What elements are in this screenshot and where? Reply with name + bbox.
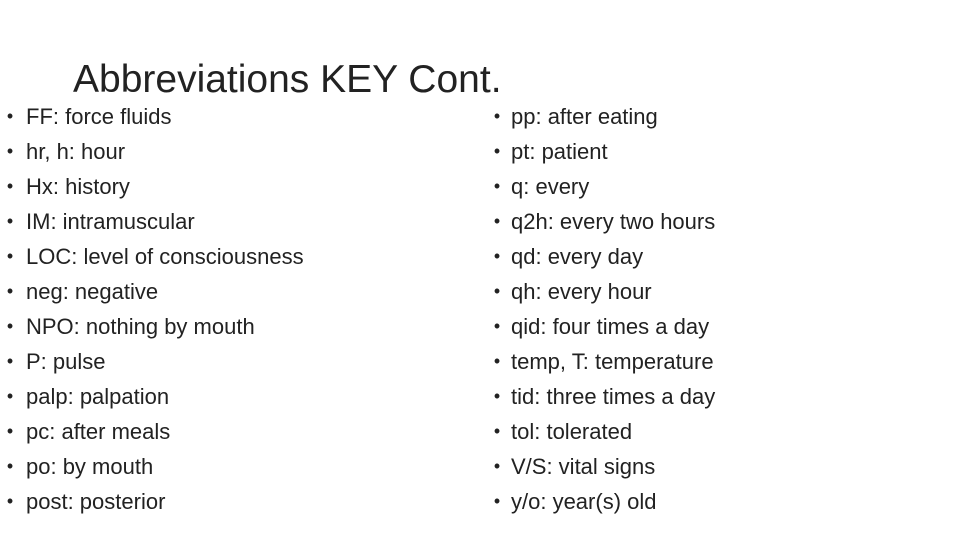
list-item-text: y/o: year(s) old xyxy=(511,489,657,514)
list-item-text: temp, T: temperature xyxy=(511,349,714,374)
slide-title: Abbreviations KEY Cont. xyxy=(73,58,502,101)
list-item-text: hr, h: hour xyxy=(26,139,126,164)
bullet-icon: • xyxy=(6,141,14,161)
list-item-text: NPO: nothing by mouth xyxy=(26,314,255,339)
list-item-text: P: pulse xyxy=(26,349,106,374)
list-item-text: pp: after eating xyxy=(511,104,658,129)
bullet-icon: • xyxy=(6,386,14,406)
list-item-text: FF: force fluids xyxy=(26,104,172,129)
list-item-text: LOC: level of consciousness xyxy=(26,244,304,269)
bullet-icon: • xyxy=(493,106,501,126)
bullet-icon: • xyxy=(6,246,14,266)
list-item-text: IM: intramuscular xyxy=(26,209,195,234)
list-item-text: Hx: history xyxy=(26,174,130,199)
bullet-icon: • xyxy=(6,351,14,371)
list-item-text: V/S: vital signs xyxy=(511,454,656,479)
bullet-icon: • xyxy=(493,421,501,441)
list-item-text: neg: negative xyxy=(26,279,159,304)
list-item-text: palp: palpation xyxy=(26,384,170,409)
list-item-text: qid: four times a day xyxy=(511,314,710,339)
list-item-text: tid: three times a day xyxy=(511,384,716,409)
bullet-icon: • xyxy=(493,456,501,476)
bullet-icon: • xyxy=(493,211,501,231)
bullet-icon: • xyxy=(493,386,501,406)
bullet-icon: • xyxy=(6,456,14,476)
bullet-icon: • xyxy=(493,281,501,301)
bullet-icon: • xyxy=(6,491,14,511)
list-item-text: qh: every hour xyxy=(511,279,652,304)
bullet-icon: • xyxy=(493,316,501,336)
list-item-text: qd: every day xyxy=(511,244,644,269)
bullet-icon: • xyxy=(6,421,14,441)
bullet-icon: • xyxy=(6,106,14,126)
bullet-icon: • xyxy=(6,281,14,301)
bullet-icon: • xyxy=(493,141,501,161)
bullet-icon: • xyxy=(6,316,14,336)
bullet-icon: • xyxy=(6,211,14,231)
list-item-text: tol: tolerated xyxy=(511,419,633,444)
list-item-text: pc: after meals xyxy=(26,419,171,444)
bullet-icon: • xyxy=(493,176,501,196)
list-item-text: po: by mouth xyxy=(26,454,154,479)
bullet-icon: • xyxy=(493,351,501,371)
list-item-text: q2h: every two hours xyxy=(511,209,716,234)
list-item-text: post: posterior xyxy=(26,489,166,514)
bullet-icon: • xyxy=(493,246,501,266)
bullet-icon: • xyxy=(493,491,501,511)
list-item-text: q: every xyxy=(511,174,590,199)
list-item-text: pt: patient xyxy=(511,139,608,164)
bullet-icon: • xyxy=(6,176,14,196)
